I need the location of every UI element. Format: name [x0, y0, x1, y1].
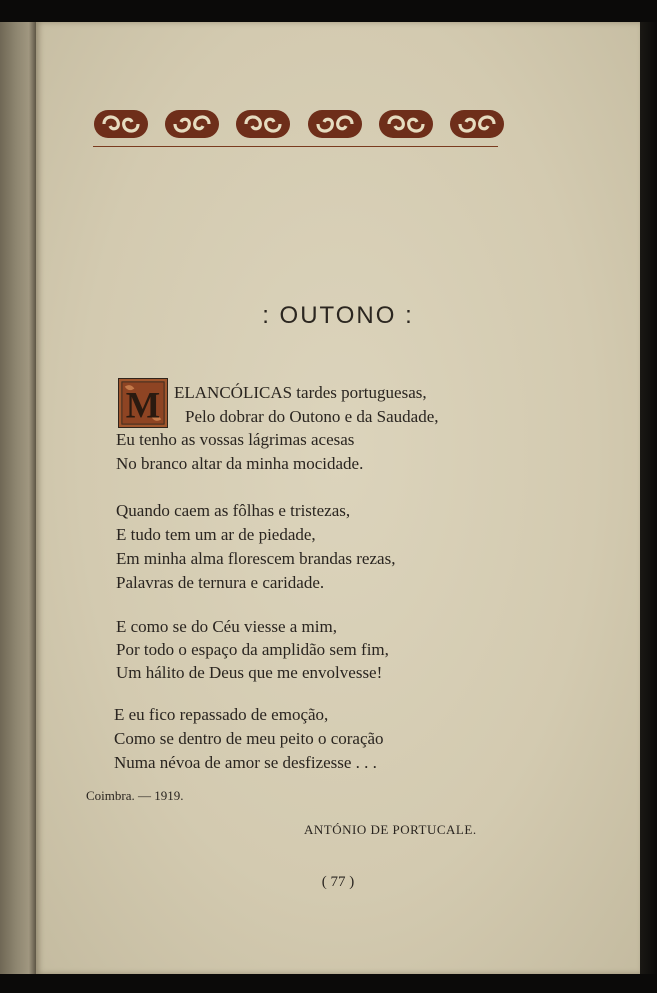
- scroll-ornament-icon: [163, 107, 221, 141]
- poem-line: Palavras de ternura e caridade.: [116, 573, 325, 592]
- author-signature: ANTÓNIO DE PORTUCALE.: [304, 822, 477, 837]
- scroll-ornament-icon: [92, 107, 150, 141]
- dropcap-letter: M: [125, 384, 161, 426]
- left-page-edge: [0, 22, 36, 974]
- poem-line: ELANCÓLICAS tardes portuguesas,: [174, 383, 427, 402]
- header-rule: [93, 146, 498, 147]
- scroll-ornament-icon: [234, 107, 292, 141]
- scroll-ornament-icon: [448, 107, 506, 141]
- poem-line: Pelo dobrar do Outono e da Saudade,: [185, 407, 439, 426]
- dropcap-m: [118, 378, 168, 428]
- poem-line: E como se do Céu viesse a mim,: [116, 617, 337, 636]
- colophon-place-date: Coimbra. — 1919.: [86, 788, 184, 803]
- poem-title: : OUTONO :: [262, 302, 414, 329]
- poem-line: No branco altar da minha mocidade.: [116, 454, 364, 473]
- poem-line: Eu tenho as vossas lágrimas acesas: [116, 430, 355, 449]
- illuminated-letter-m-icon: [119, 379, 167, 427]
- book-page: [36, 22, 640, 974]
- header-ornament: [92, 103, 506, 145]
- page-number: ( 77 ): [321, 874, 355, 890]
- right-page-edge: [640, 22, 657, 974]
- poem-line: Em minha alma florescem brandas rezas,: [116, 549, 396, 568]
- poem-line: E eu fico repassado de emoção,: [114, 705, 329, 724]
- poem-line: Quando caem as fôlhas e tristezas,: [116, 501, 351, 520]
- poem-line: Um hálito de Deus que me envolvesse!: [116, 663, 383, 682]
- poem-line: Numa névoa de amor se desfizesse . . .: [114, 753, 377, 772]
- scroll-ornament-icon: [377, 107, 435, 141]
- poem-line: Como se dentro de meu peito o coração: [114, 729, 384, 748]
- poem-line: E tudo tem um ar de piedade,: [116, 525, 316, 544]
- poem-line: Por todo o espaço da amplidão sem fim,: [116, 640, 389, 659]
- scroll-ornament-icon: [306, 107, 364, 141]
